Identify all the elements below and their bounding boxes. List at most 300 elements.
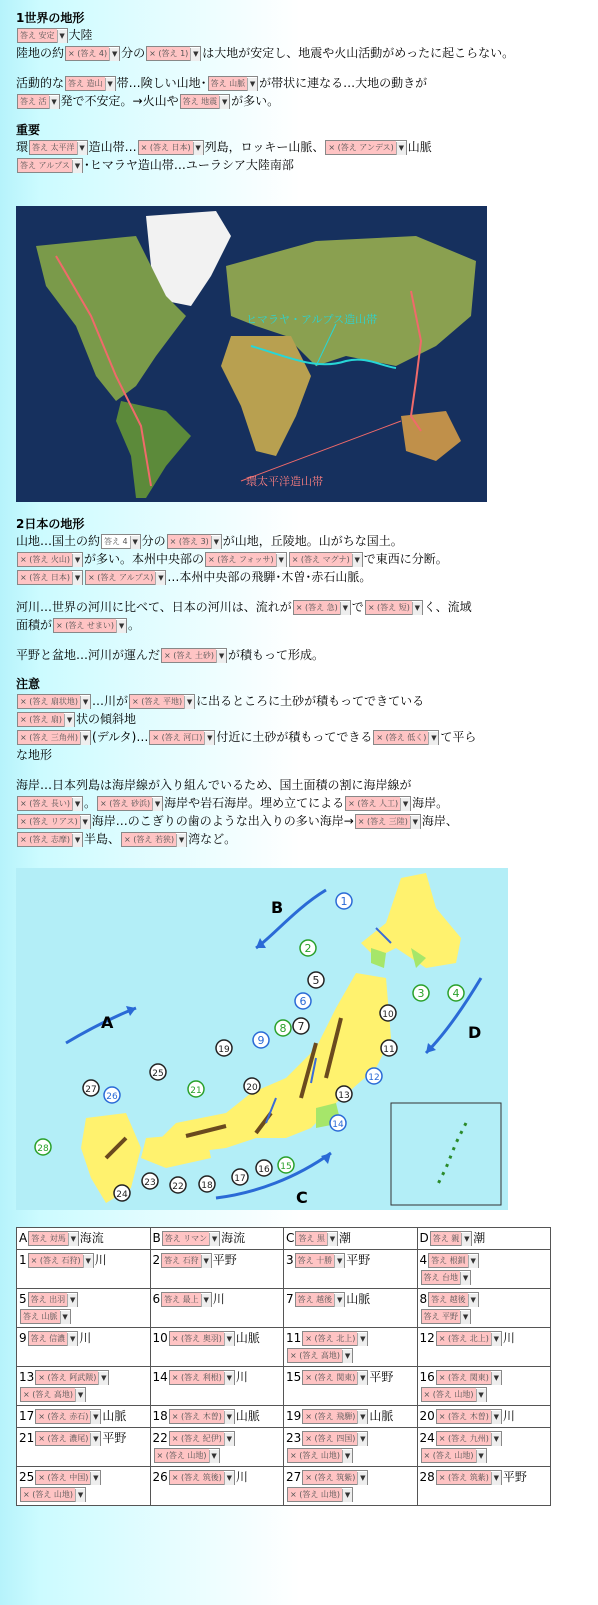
table-cell: [284, 1250, 418, 1289]
cell-key: 4: [419, 1253, 428, 1267]
line: × (答え 扇) ▼ 状の傾斜地: [16, 710, 576, 728]
answer-select[interactable]: × (答え 土砂) ▼: [161, 648, 227, 663]
cell-key: 24: [419, 1431, 435, 1445]
answer-select[interactable]: × (答え 山地) ▼: [421, 1387, 487, 1402]
current-label-c: C: [296, 1188, 308, 1207]
answer-select[interactable]: 答え 親 ▼: [430, 1231, 473, 1246]
chevron-down-icon: ▼: [342, 1450, 352, 1463]
chevron-down-icon: ▼: [224, 1411, 234, 1424]
map-marker-label: 16: [258, 1165, 270, 1175]
chevron-down-icon: ▼: [64, 714, 74, 727]
table-row: [17, 1406, 551, 1428]
answer-select[interactable]: 答え 太平洋 ▼: [29, 140, 88, 155]
answer-select[interactable]: 答え 黒 ▼: [295, 1231, 338, 1246]
answer-select[interactable]: × (答え 1) ▼: [146, 46, 201, 61]
map-marker-label: 15: [280, 1162, 292, 1172]
cell-key: 17: [19, 1409, 35, 1423]
japan-map-image: [16, 868, 508, 1210]
cell-key: 10: [152, 1331, 168, 1345]
cell-suffix: 平野: [369, 1370, 394, 1384]
table-cell: [150, 1250, 284, 1289]
map-marker-label: 1: [340, 895, 348, 908]
table-row: [17, 1367, 551, 1406]
cell-key: 23: [286, 1431, 302, 1445]
chevron-down-icon: ▼: [491, 1472, 501, 1485]
chevron-down-icon: ▼: [342, 1350, 352, 1363]
map-marker-label: 13: [338, 1091, 350, 1101]
chevron-down-icon: ▼: [491, 1333, 501, 1346]
chevron-down-icon: ▼: [67, 1294, 77, 1307]
answer-select[interactable]: 答え 地震 ▼: [180, 94, 231, 109]
answer-select[interactable]: 答え 安定 ▼: [17, 28, 68, 43]
cell-key: 12: [419, 1331, 435, 1345]
line: × (答え 火山) ▼ が多い。本州中央部の × (答え フォッサ) ▼ × (答え マグナ) ▼ で東西に分断。: [16, 550, 576, 568]
map-marker-label: 24: [116, 1190, 128, 1200]
chevron-down-icon: ▼: [211, 536, 221, 549]
chevron-down-icon: ▼: [460, 1272, 470, 1285]
answer-select[interactable]: × (答え 山地) ▼: [20, 1487, 86, 1502]
table-cell: [284, 1367, 418, 1406]
line: 山地…国土の約 答え 4 ▼ 分の × (答え 3) ▼ が山地，丘陵地。山がちな国土。: [16, 534, 403, 548]
table-cell: [417, 1250, 551, 1289]
answer-select[interactable]: × (答え 平地) ▼: [129, 694, 195, 709]
cell-key: 13: [19, 1370, 35, 1384]
answer-select[interactable]: × (答え 砂浜) ▼: [97, 796, 163, 811]
chevron-down-icon: ▼: [98, 1372, 108, 1385]
chevron-down-icon: ▼: [80, 696, 90, 709]
answer-select[interactable]: × (答え 中国) ▼: [35, 1470, 101, 1485]
answer-select[interactable]: 答え 山脈 ▼: [208, 76, 259, 91]
map-marker-label: 10: [382, 1010, 394, 1020]
map-marker-label: 6: [299, 995, 307, 1008]
chevron-down-icon: ▼: [72, 834, 82, 847]
answer-select[interactable]: 答え 越後 ▼: [428, 1292, 479, 1307]
chevron-down-icon: ▼: [224, 1472, 234, 1485]
map-marker-label: 28: [37, 1144, 49, 1154]
section-title: 1世界の地形: [16, 11, 85, 25]
chevron-down-icon: ▼: [334, 1255, 344, 1268]
chevron-down-icon: ▼: [491, 1433, 501, 1446]
chevron-down-icon: ▼: [276, 554, 286, 567]
chevron-down-icon: ▼: [72, 160, 82, 173]
chevron-down-icon: ▼: [57, 30, 67, 43]
answer-select[interactable]: × (答え 山地) ▼: [287, 1487, 353, 1502]
section-world-landforms: [16, 10, 576, 174]
map-marker-label: 19: [218, 1045, 230, 1055]
chevron-down-icon: ▼: [72, 798, 82, 811]
table-cell: [17, 1289, 151, 1328]
cell-key: 16: [419, 1370, 435, 1384]
answer-select[interactable]: × (答え 筑紫) ▼: [436, 1470, 502, 1485]
answer-select[interactable]: × (答え せまい) ▼: [53, 618, 127, 633]
cell-key: 15: [286, 1370, 302, 1384]
line: 平野と盆地…河川が運んだ × (答え 土砂) ▼ が積もって形成。: [16, 648, 325, 662]
line: × (答え 志摩) ▼ 半島、 × (答え 若狭) ▼ 湾など。: [16, 830, 576, 848]
answer-select[interactable]: 答え 平野 ▼: [421, 1309, 472, 1324]
table-cell: [417, 1328, 551, 1367]
table-cell: [150, 1367, 284, 1406]
table-cell: [150, 1289, 284, 1328]
answer-select[interactable]: × (答え 河口) ▼: [149, 730, 215, 745]
chevron-down-icon: ▼: [152, 798, 162, 811]
table-cell: [284, 1289, 418, 1328]
chevron-down-icon: ▼: [209, 1233, 219, 1246]
answer-select[interactable]: × (答え 山地) ▼: [154, 1448, 220, 1463]
label-himalaya: ヒマラヤ・アルプス造山帯: [246, 313, 378, 326]
table-cell: [17, 1250, 151, 1289]
chevron-down-icon: ▼: [184, 696, 194, 709]
chevron-down-icon: ▼: [75, 1489, 85, 1502]
cell-suffix: 川: [79, 1331, 92, 1345]
answer-select[interactable]: × (答え 人工) ▼: [345, 796, 411, 811]
table-cell: [284, 1467, 418, 1506]
cell-key: A: [19, 1231, 28, 1245]
answer-select[interactable]: × (答え 関東) ▼: [302, 1370, 368, 1385]
table-cell: [17, 1228, 151, 1250]
cell-key: 3: [286, 1253, 294, 1267]
line: × (答え 扇状地) ▼ …川が × (答え 平地) ▼ に出るところに土砂が積もってできている: [16, 692, 576, 710]
line: × (答え リアス) ▼ 海岸…のこぎりの歯のような出入りの多い海岸→ × (答え 三陸) ▼ 海岸、: [16, 812, 576, 830]
chevron-down-icon: ▼: [80, 816, 90, 829]
answer-select[interactable]: 答え 出羽 ▼: [28, 1292, 79, 1307]
chevron-down-icon: ▼: [400, 798, 410, 811]
answer-select[interactable]: × (答え 三角州) ▼: [17, 730, 91, 745]
answer-select[interactable]: × (答え 短) ▼: [365, 600, 423, 615]
chevron-down-icon: ▼: [83, 1255, 93, 1268]
answer-select[interactable]: × (答え 四国) ▼: [302, 1431, 368, 1446]
chevron-down-icon: ▼: [247, 78, 257, 91]
answer-select[interactable]: × (答え マグナ) ▼: [289, 552, 363, 567]
line: × (答え 三角州) ▼ (デルタ)… × (答え 河口) ▼ 付近に土砂が積もってできる × (答え 低く) ▼ て平ら: [16, 728, 576, 746]
cell-key: 6: [152, 1292, 161, 1306]
table-cell: [417, 1428, 551, 1467]
answer-select[interactable]: × (答え 赤石) ▼: [35, 1409, 101, 1424]
answer-table: [16, 1227, 551, 1506]
answer-select[interactable]: 答え 山脈 ▼: [20, 1309, 71, 1324]
answer-select[interactable]: × (答え 若狭) ▼: [121, 832, 187, 847]
answer-select[interactable]: × (答え 山地) ▼: [421, 1448, 487, 1463]
answer-select[interactable]: × (答え 木曽) ▼: [169, 1409, 235, 1424]
answer-select[interactable]: × (答え 関東) ▼: [436, 1370, 502, 1385]
table-cell: [17, 1367, 151, 1406]
cell-suffix: 山脈: [369, 1409, 394, 1423]
cell-key: 8: [419, 1292, 428, 1306]
cell-suffix: 山脈: [235, 1409, 260, 1423]
table-cell: [17, 1406, 151, 1428]
map-marker-label: 12: [368, 1073, 380, 1083]
chevron-down-icon: ▼: [342, 1489, 352, 1502]
table-cell: [417, 1367, 551, 1406]
chevron-down-icon: ▼: [224, 1333, 234, 1346]
important-heading: 重要: [16, 123, 41, 137]
cell-suffix: 海流: [79, 1231, 104, 1245]
answer-select[interactable]: 答え アルプス ▼: [17, 158, 83, 173]
table-row: [17, 1250, 551, 1289]
answer-select[interactable]: × (答え 日本) ▼: [17, 570, 83, 585]
cell-key: 27: [286, 1470, 302, 1484]
map-marker-label: 17: [234, 1174, 246, 1184]
current-label-a: A: [101, 1013, 114, 1032]
answer-select[interactable]: × (答え 木曽) ▼: [436, 1409, 502, 1424]
answer-select[interactable]: × (答え 急) ▼: [293, 600, 351, 615]
answer-select[interactable]: × (答え アンデス) ▼: [325, 140, 406, 155]
answer-select[interactable]: 答え 活 ▼: [17, 94, 60, 109]
chevron-down-icon: ▼: [412, 602, 422, 615]
table-cell: [417, 1467, 551, 1506]
chevron-down-icon: ▼: [468, 1294, 478, 1307]
answer-select[interactable]: × (答え 扇状地) ▼: [17, 694, 91, 709]
chevron-down-icon: ▼: [90, 1472, 100, 1485]
cell-key: 19: [286, 1409, 302, 1423]
cell-key: 11: [286, 1331, 302, 1345]
answer-select[interactable]: × (答え 飛騨) ▼: [302, 1409, 368, 1424]
chevron-down-icon: ▼: [219, 96, 229, 109]
map-marker-label: 11: [383, 1045, 395, 1055]
line: 活動的な 答え 造山 ▼ 帯…険しい山地･ 答え 山脈 ▼ が帯状に連なる…大地の動きが: [16, 76, 428, 90]
map-marker-label: 22: [172, 1182, 184, 1192]
map-marker-label: 26: [106, 1092, 118, 1102]
table-cell: [284, 1328, 418, 1367]
cell-suffix: 山脈: [235, 1331, 260, 1345]
answer-select[interactable]: 答え 石狩 ▼: [161, 1253, 212, 1268]
chevron-down-icon: ▼: [209, 1450, 219, 1463]
section-title: 2日本の地形: [16, 517, 85, 531]
answer-select[interactable]: × (答え フォッサ) ▼: [205, 552, 287, 567]
line: 河川…世界の河川に比べて、日本の河川は、流れが × (答え 急) ▼ で × (答え 短) ▼ く、流域: [16, 600, 472, 614]
answer-select[interactable]: × (答え 筑後) ▼: [169, 1470, 235, 1485]
table-cell: [150, 1406, 284, 1428]
cell-key: 1: [19, 1253, 27, 1267]
cell-suffix: 山脈: [346, 1292, 371, 1306]
chevron-down-icon: ▼: [77, 142, 87, 155]
table-row: [17, 1467, 551, 1506]
map-marker-label: 3: [417, 987, 425, 1000]
answer-select[interactable]: × (答え 3) ▼: [167, 534, 222, 549]
answer-select[interactable]: × (答え 高地) ▼: [287, 1348, 353, 1363]
answer-select[interactable]: × (答え 北上) ▼: [302, 1331, 368, 1346]
cell-key: C: [286, 1231, 295, 1245]
cell-suffix: 川: [502, 1409, 515, 1423]
cell-suffix: 平野: [502, 1470, 527, 1484]
chevron-down-icon: ▼: [357, 1333, 367, 1346]
answer-select[interactable]: × (答え 低く) ▼: [373, 730, 439, 745]
map-marker-label: 7: [297, 1020, 305, 1033]
map-marker-label: 21: [190, 1086, 202, 1096]
world-map-image: [16, 206, 487, 502]
answer-select[interactable]: × (答え 奥羽) ▼: [169, 1331, 235, 1346]
chevron-down-icon: ▼: [468, 1255, 478, 1268]
chevron-down-icon: ▼: [491, 1411, 501, 1424]
chevron-down-icon: ▼: [461, 1233, 471, 1246]
chevron-down-icon: ▼: [90, 1433, 100, 1446]
chevron-down-icon: ▼: [49, 96, 59, 109]
table-cell: [17, 1428, 151, 1467]
map-marker-label: 18: [201, 1181, 213, 1191]
answer-select[interactable]: × (答え 北上) ▼: [436, 1331, 502, 1346]
chevron-down-icon: ▼: [396, 142, 406, 155]
answer-select[interactable]: × (答え 山地) ▼: [287, 1448, 353, 1463]
caution-heading: 注意: [16, 677, 41, 691]
cell-suffix: 潮: [338, 1231, 351, 1245]
line: 環 答え 太平洋 ▼ 造山帯… × (答え 日本) ▼ 列島，ロッキー山脈、 × (答え アンデス) ▼ 山脈: [16, 140, 432, 154]
table-cell: [150, 1228, 284, 1250]
line: 答え 安定 ▼ 大陸: [16, 26, 576, 44]
chevron-down-icon: ▼: [476, 1450, 486, 1463]
answer-select[interactable]: × (答え 志摩) ▼: [17, 832, 83, 847]
line: × (答え 日本) ▼ × (答え アルプス) ▼ …本州中央部の飛騨･木曽･赤石山脈。: [16, 568, 576, 586]
cell-suffix: 川: [235, 1470, 248, 1484]
answer-select[interactable]: × (答え 高地) ▼: [20, 1387, 86, 1402]
chevron-down-icon: ▼: [75, 1389, 85, 1402]
japan-map-svg: [16, 868, 508, 1210]
chevron-down-icon: ▼: [80, 732, 90, 745]
line: 面積が × (答え せまい) ▼ 。: [16, 618, 141, 632]
map-marker-label: 27: [85, 1085, 97, 1095]
cell-suffix: 平野: [346, 1253, 371, 1267]
table-row: [17, 1228, 551, 1250]
answer-select[interactable]: 答え 最上 ▼: [161, 1292, 212, 1307]
cell-suffix: 潮: [473, 1231, 486, 1245]
table-cell: [284, 1228, 418, 1250]
cell-key: 18: [152, 1409, 168, 1423]
chevron-down-icon: ▼: [428, 732, 438, 745]
map-marker-label: 25: [152, 1069, 164, 1079]
answer-select[interactable]: × (答え 利根) ▼: [169, 1370, 235, 1385]
current-label-d: D: [468, 1023, 482, 1042]
answer-select[interactable]: × (答え 長い) ▼: [17, 796, 83, 811]
cell-suffix: 海流: [221, 1231, 246, 1245]
answer-select[interactable]: 答え リマン ▼: [162, 1231, 220, 1246]
answer-select[interactable]: × (答え リアス) ▼: [17, 814, 91, 829]
chevron-down-icon: ▼: [72, 572, 82, 585]
answer-select[interactable]: × (答え 阿武隈) ▼: [35, 1370, 109, 1385]
chevron-down-icon: ▼: [491, 1372, 501, 1385]
chevron-down-icon: ▼: [105, 78, 115, 91]
answer-select[interactable]: 答え 4 ▼: [101, 534, 141, 549]
cell-suffix: 川: [502, 1331, 515, 1345]
chevron-down-icon: ▼: [193, 142, 203, 155]
chevron-down-icon: ▼: [67, 1333, 77, 1346]
chevron-down-icon: ▼: [224, 1372, 234, 1385]
chevron-down-icon: ▼: [130, 536, 140, 549]
line: × (答え 長い) ▼ 。 × (答え 砂浜) ▼ 海岸や岩石海岸。埋め立てによる × (答え 人工) ▼ 海岸。: [16, 794, 576, 812]
map-marker-label: 14: [332, 1120, 344, 1130]
map-marker-label: 4: [452, 987, 460, 1000]
answer-select[interactable]: 答え 越後 ▼: [295, 1292, 346, 1307]
map-marker-label: 20: [246, 1083, 258, 1093]
answer-select[interactable]: × (答え 三陸) ▼: [355, 814, 421, 829]
cell-key: 2: [152, 1253, 161, 1267]
cell-key: 22: [152, 1431, 168, 1445]
line: な地形: [16, 748, 53, 762]
chevron-down-icon: ▼: [216, 650, 226, 663]
answer-select[interactable]: × (答え 筑紫) ▼: [302, 1470, 368, 1485]
line: 陸地の約 × (答え 4) ▼ 分の × (答え 1) ▼ は大地が安定し、地震や火山活動がめったに起こらない。: [16, 46, 515, 60]
map-marker-label: 23: [144, 1178, 156, 1188]
table-cell: [17, 1467, 151, 1506]
line: 海岸…日本列島は海岸線が入り組んでいるため、国土面積の割に海岸線が: [16, 778, 412, 792]
chevron-down-icon: ▼: [72, 554, 82, 567]
map-marker-label: 8: [279, 1022, 287, 1035]
cell-suffix: 平野: [212, 1253, 237, 1267]
cell-key: D: [419, 1231, 429, 1245]
map-marker-label: 9: [257, 1034, 265, 1047]
answer-select[interactable]: × (答え 九州) ▼: [436, 1431, 502, 1446]
map-marker-label: 2: [304, 942, 312, 955]
answer-select[interactable]: 答え 信濃 ▼: [28, 1331, 79, 1346]
answer-select[interactable]: × (答え 濃尾) ▼: [35, 1431, 101, 1446]
chevron-down-icon: ▼: [352, 554, 362, 567]
answer-select[interactable]: 答え 対馬 ▼: [28, 1231, 79, 1246]
cell-suffix: 川: [94, 1253, 107, 1267]
answer-select[interactable]: × (答え 火山) ▼: [17, 552, 83, 567]
chevron-down-icon: ▼: [116, 620, 126, 633]
answer-select[interactable]: × (答え アルプス) ▼: [85, 570, 166, 585]
chevron-down-icon: ▼: [334, 1294, 344, 1307]
current-label-b: B: [271, 898, 284, 917]
chevron-down-icon: ▼: [327, 1233, 337, 1246]
chevron-down-icon: ▼: [357, 1472, 367, 1485]
answer-select[interactable]: × (答え 4) ▼: [65, 46, 120, 61]
cell-suffix: 川: [212, 1292, 225, 1306]
answer-select[interactable]: × (答え 紀伊) ▼: [169, 1431, 235, 1446]
cell-key: 14: [152, 1370, 168, 1384]
cell-key: 5: [19, 1292, 27, 1306]
section-japan-landforms: [16, 516, 576, 848]
world-map-svg: [16, 206, 487, 502]
table-cell: [284, 1406, 418, 1428]
chevron-down-icon: ▼: [155, 572, 165, 585]
chevron-down-icon: ▼: [204, 732, 214, 745]
chevron-down-icon: ▼: [357, 1372, 367, 1385]
answer-select[interactable]: × (答え 日本) ▼: [138, 140, 204, 155]
answer-select[interactable]: 答え 十勝 ▼: [295, 1253, 346, 1268]
answer-select[interactable]: × (答え 扇) ▼: [17, 712, 75, 727]
chevron-down-icon: ▼: [410, 816, 420, 829]
answer-select[interactable]: 答え 造山 ▼: [65, 76, 116, 91]
chevron-down-icon: ▼: [90, 1411, 100, 1424]
table-cell: [150, 1328, 284, 1367]
cell-key: 26: [152, 1470, 168, 1484]
table-row: [17, 1428, 551, 1467]
chevron-down-icon: ▼: [357, 1411, 367, 1424]
cell-suffix: 平野: [102, 1431, 127, 1445]
chevron-down-icon: ▼: [224, 1433, 234, 1446]
answer-select[interactable]: 答え 台地 ▼: [421, 1270, 472, 1285]
answer-select[interactable]: × (答え 石狩) ▼: [28, 1253, 94, 1268]
chevron-down-icon: ▼: [476, 1389, 486, 1402]
chevron-down-icon: ▼: [60, 1311, 70, 1324]
cell-key: 25: [19, 1470, 35, 1484]
table-row: [17, 1328, 551, 1367]
chevron-down-icon: ▼: [201, 1255, 211, 1268]
cell-key: 9: [19, 1331, 27, 1345]
cell-key: 20: [419, 1409, 435, 1423]
cell-suffix: 山脈: [102, 1409, 127, 1423]
table-cell: [417, 1406, 551, 1428]
answer-select[interactable]: 答え 根釧 ▼: [428, 1253, 479, 1268]
chevron-down-icon: ▼: [109, 48, 119, 61]
chevron-down-icon: ▼: [460, 1311, 470, 1324]
cell-key: 21: [19, 1431, 35, 1445]
table-cell: [150, 1467, 284, 1506]
cell-key: B: [152, 1231, 161, 1245]
table-cell: [284, 1428, 418, 1467]
chevron-down-icon: ▼: [201, 1294, 211, 1307]
map-marker-label: 5: [312, 974, 320, 987]
cell-key: 28: [419, 1470, 435, 1484]
line: 答え アルプス ▼ ･ヒマラヤ造山帯…ユーラシア大陸南部: [16, 156, 576, 174]
